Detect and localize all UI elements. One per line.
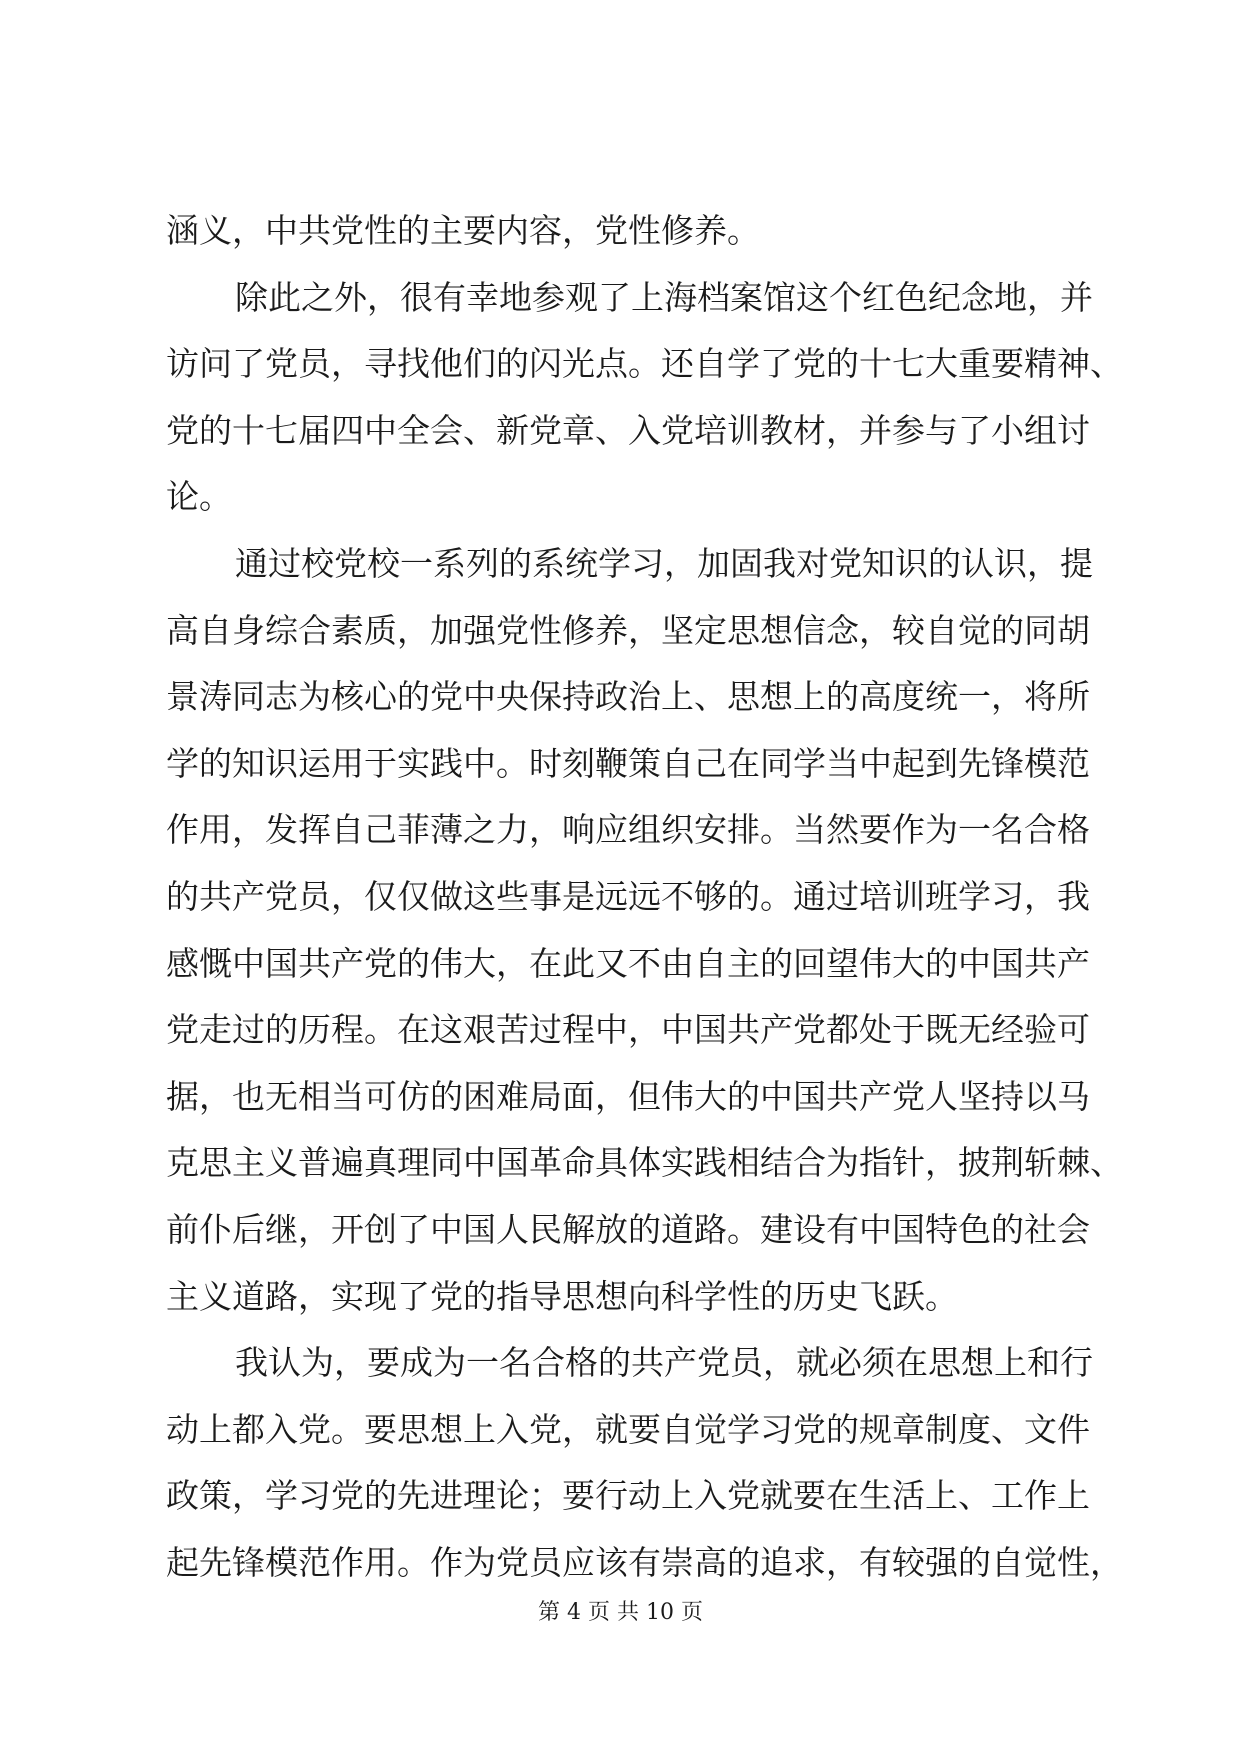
text-line: 高自身综合素质，加强党性修养，坚定思想信念，较自觉的同胡 — [166, 610, 1090, 650]
page-footer: 第 4 页 共 10 页 — [538, 1600, 703, 1625]
text-line: 起先锋模范作用。作为党员应该有崇高的追求，有较强的自觉性， — [166, 1542, 1123, 1582]
text-line: 通过校党校一系列的系统学习，加固我对党知识的认识，提 — [235, 543, 1093, 583]
text-line: 主义道路，实现了党的指导思想向科学性的历史飞跃。 — [166, 1276, 958, 1316]
text-line: 政策，学习党的先进理论；要行动上入党就要在生活上、工作上 — [166, 1476, 1090, 1516]
body-text — [166, 198, 1123, 1596]
text-line: 我认为，要成为一名合格的共产党员，就必须在思想上和行 — [235, 1343, 1093, 1383]
text-line: 除此之外，很有幸地参观了上海档案馆这个红色纪念地，并 — [235, 277, 1093, 317]
text-line: 的共产党员，仅仅做这些事是远远不够的。通过培训班学习，我 — [166, 876, 1090, 916]
text-line: 学的知识运用于实践中。时刻鞭策自己在同学当中起到先锋模范 — [166, 743, 1090, 783]
text-line: 景涛同志为核心的党中央保持政治上、思想上的高度统一，将所 — [166, 677, 1090, 717]
text-line: 前仆后继，开创了中国人民解放的道路。建设有中国特色的社会 — [166, 1209, 1090, 1249]
text-line: 党的十七届四中全会、新党章、入党培训教材，并参与了小组讨 — [166, 410, 1090, 450]
text-line: 克思主义普遍真理同中国革命具体实践相结合为指针，披荆斩棘、 — [166, 1143, 1123, 1183]
text-line: 作用，发挥自己菲薄之力，响应组织安排。当然要作为一名合格 — [166, 810, 1090, 850]
text-line: 涵义，中共党性的主要内容，党性修养。 — [166, 211, 760, 250]
text-line: 动上都入党。要思想上入党，就要自觉学习党的规章制度、文件 — [166, 1409, 1090, 1449]
text-line: 党走过的历程。在这艰苦过程中，中国共产党都处于既无经验可 — [166, 1010, 1090, 1050]
text-line: 感慨中国共产党的伟大，在此又不由自主的回望伟大的中国共产 — [166, 943, 1090, 983]
text-line: 据，也无相当可仿的困难局面，但伟大的中国共产党人坚持以马 — [166, 1076, 1090, 1116]
text-line: 论。 — [166, 477, 232, 517]
text-line: 访问了党员，寻找他们的闪光点。还自学了党的十七大重要精神、 — [166, 344, 1123, 384]
